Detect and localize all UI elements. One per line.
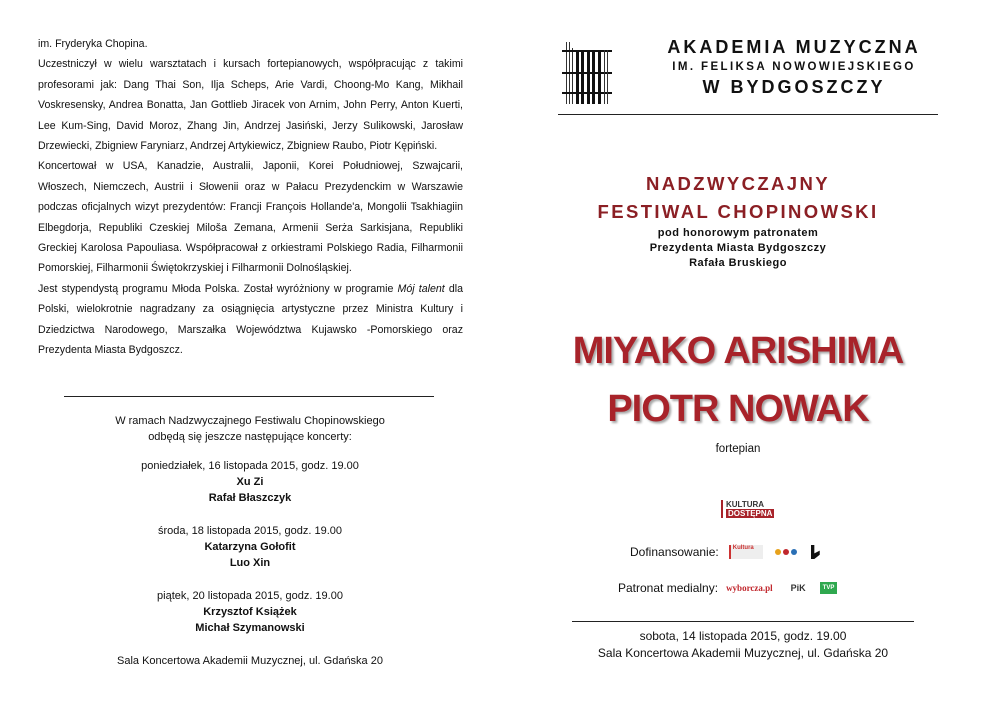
- divider: [64, 396, 434, 397]
- event-details: [548, 628, 938, 662]
- concerts-venue: Sala Koncertowa Akademii Muzycznej, ul. Gdańska 20: [117, 655, 383, 667]
- patron-line: pod honorowym patronatem: [657, 227, 819, 239]
- bio-paragraph-1: im. Fryderyka Chopina.: [38, 38, 148, 50]
- performer: Rafał Błaszczyk: [208, 492, 292, 504]
- performer: Xu Zi: [236, 476, 264, 488]
- festival-title: [548, 170, 928, 226]
- performer: Katarzyna Gołofit: [204, 541, 296, 553]
- academy-line: IM. FELIKSA NOWOWIEJSKIEGO: [672, 61, 916, 73]
- kultura-dostepna-logo: [721, 500, 774, 518]
- event-venue: Sala Koncertowa Akademii Muzycznej, ul. Gdańska 20: [597, 646, 889, 660]
- concert-date: środa, 18 listopada 2015, godz. 19.00: [157, 525, 343, 537]
- logo-text: DOSTĘPNA: [728, 509, 773, 518]
- media-patronage-row: [618, 581, 837, 595]
- sponsor-logo-icon: [775, 549, 797, 555]
- bio-paragraph-2: Uczestniczył w wielu warsztatach i kursach fortepianowych, współpracując z takimi profesorami jak: Dang Thai Son, Ilja Scheps, Arie Vardi, Choong-Mo Kang, Mikhail Voskresensky, Andrea Bonatta, Jan Gottlieb Jiracek von Arnim, John Perry, Anton Kuerti, Lee Kum-Sing, David Moroz, Zhang Jin, Andrzej Jasiński, Jerzy Sulikowski, Jarosław Drzewiecki, Zbigniew Faryniarz, Andrzej Artykiewicz, Zbigniew Raubo, Piotr Kępiński.: [38, 58, 463, 153]
- upcoming-concerts: [60, 413, 440, 669]
- festival-line: NADZWYCZAJNY: [646, 173, 830, 194]
- bio-paragraph-3: Koncertował w USA, Kanadzie, Australii, Japonii, Korei Południowej, Szwajcarii, Włoszech, Niemczech, Austrii i Słowenii oraz w Pałacu Prezydenckim w Warszawie podczas oficjalnych wizyt prezydentów: Francji François Hollande'a, Mongolii Tsakhiagiin Elbegdorja, Republiki Czeskiej Miloša Zemana, Armenii Serża Sarkisjana, Republiki Greckiej Karolosa Papouliasa. Współpracował z orkiestrami Polskiego Radia, Filharmonii Pomorskiej, Filharmonii Świętokrzyskiej i Filharmonii Dolnośląskiej.: [38, 160, 463, 275]
- funding-row: [630, 545, 820, 559]
- concert-item: [60, 523, 440, 571]
- divider: [558, 114, 938, 115]
- honorary-patronage: [548, 226, 928, 271]
- biography: [38, 34, 463, 361]
- artist-name: PIOTR NOWAK: [607, 388, 869, 430]
- concert-date: piątek, 20 listopada 2015, godz. 19.00: [157, 590, 343, 602]
- music-note-icon: [811, 545, 820, 559]
- academy-name: [660, 35, 928, 99]
- media-label: Patronat medialny:: [618, 581, 719, 595]
- concert-date: poniedziałek, 16 listopada 2015, godz. 19.00: [141, 460, 359, 472]
- performer: Michał Szymanowski: [195, 622, 305, 634]
- event-date: sobota, 14 listopada 2015, godz. 19.00: [639, 629, 847, 643]
- funding-label: Dofinansowanie:: [630, 545, 719, 559]
- tvp-logo: TVP: [820, 582, 838, 594]
- bio-paragraph-4: [38, 279, 463, 361]
- academy-logo-icon: [562, 42, 612, 104]
- performer: Krzysztof Książek: [203, 606, 297, 618]
- performer: Luo Xin: [229, 557, 271, 569]
- concerts-intro: [60, 413, 440, 445]
- patron-line: Rafała Bruskiego: [689, 257, 787, 269]
- artist-name: MIYAKO ARISHIMA: [572, 330, 904, 372]
- instrument: fortepian: [715, 443, 761, 455]
- logo-text: KULTURA: [726, 500, 765, 509]
- concert-item: [60, 458, 440, 506]
- intro-line: odbędą się jeszcze następujące koncerty:: [148, 431, 352, 443]
- academy-line: AKADEMIA MUZYCZNA: [667, 37, 921, 57]
- ministry-logo: Kultura: [729, 545, 763, 559]
- wyborcza-logo: wyborcza.pl: [726, 583, 773, 593]
- bio-text: Jest stypendystą programu Młoda Polska. Został wyróżniony w programie: [38, 282, 398, 295]
- concert-item: [60, 588, 440, 636]
- intro-line: W ramach Nadzwyczajnego Festiwalu Chopinowskiego: [115, 415, 385, 427]
- bio-text: dla Polski, wielokrotnie nagradzany za osiągnięcia artystyczne przez Ministra Kultury i Dziedzictwa Narodowego, Marszałka Województwa Kujawsko -Pomorskiego oraz Prezydenta Miasta Bydgoszcz.: [38, 282, 463, 357]
- divider: [572, 621, 914, 622]
- academy-line: W BYDGOSZCZY: [702, 77, 886, 97]
- festival-line: FESTIWAL CHOPINOWSKI: [597, 201, 879, 222]
- patron-line: Prezydenta Miasta Bydgoszczy: [649, 242, 827, 254]
- program-name: Mój talent: [397, 282, 445, 295]
- pik-logo: PiK: [790, 583, 806, 593]
